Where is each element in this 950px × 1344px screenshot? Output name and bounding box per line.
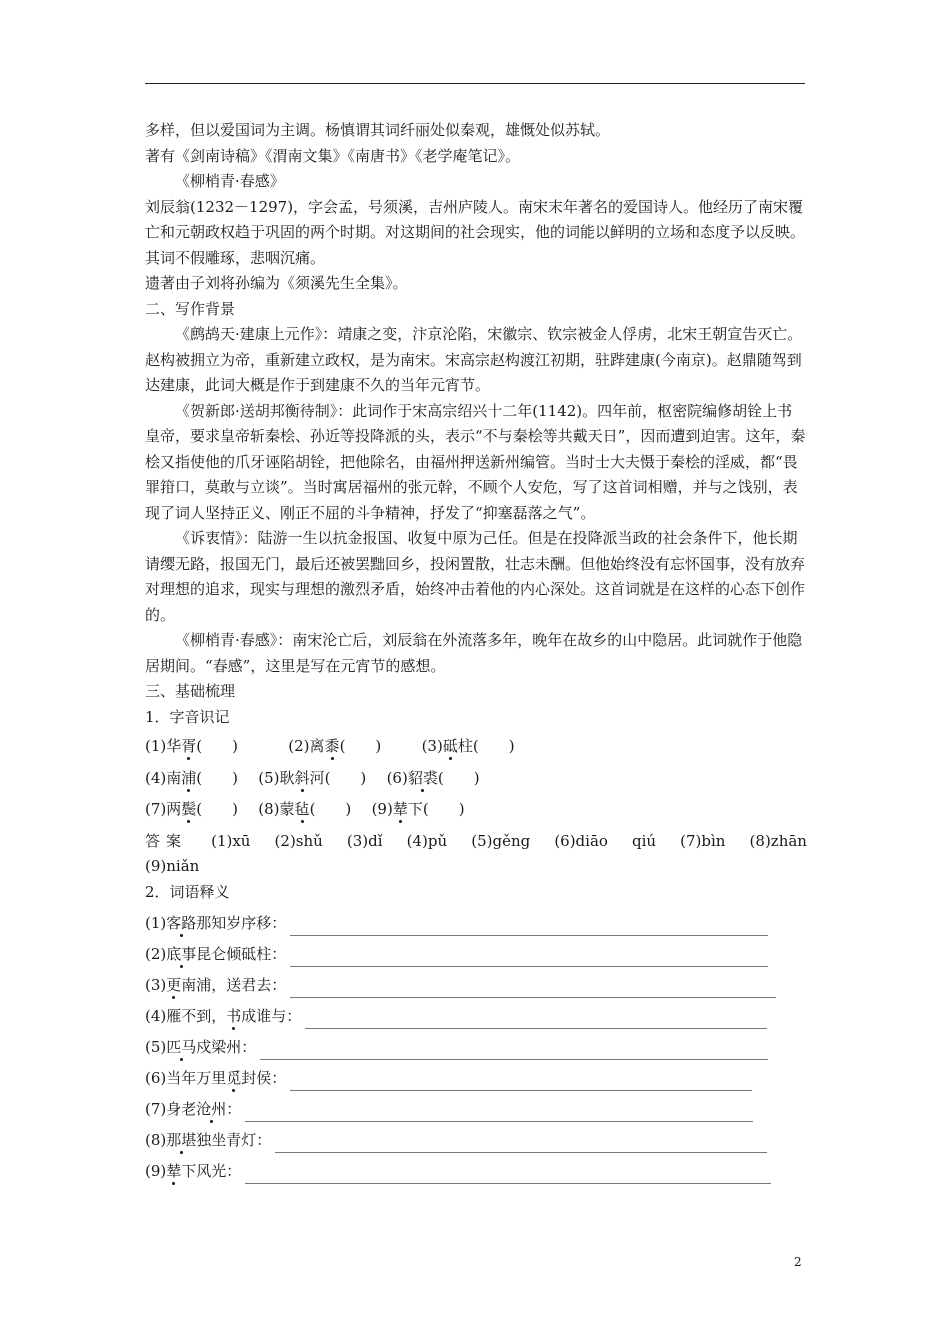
emphasis-text: 胥	[181, 737, 197, 755]
answer-line[interactable]	[245, 1169, 771, 1184]
answer-item: (2)shǔ	[274, 831, 323, 850]
pronunciation-item: (4)南浦( )	[145, 766, 240, 792]
background-paragraph: 《贺新郎·送胡邦衡待制》：此词作于宋高宗绍兴十二年(1142)。四年前，枢密院编修胡铨上书皇帝，要求皇帝斩秦桧、孙近等投降派的头，表示“不与秦桧等共戴天日”，因而遭到迫害。这年，秦桧又指使他的爪牙诬陷胡铨，把他除名，由福州押送新州编管。当时士大夫慑于秦桧的淫威，都“畏罪箝口，莫敢与立谈”。当时寓居福州的张元幹，不顾个人安危，写了这首词相赠，并与之饯别，表现了词人坚持正义、刚正不屈的斗争精神，抒发了“抑塞磊落之气”。	[145, 401, 806, 522]
answer-blank[interactable]: ( )	[196, 768, 238, 787]
answer-item: (6)diāo	[554, 831, 608, 850]
answer-line[interactable]	[290, 952, 768, 967]
emphasis-text: 底事	[166, 944, 197, 963]
answer-blank[interactable]: ( )	[437, 768, 480, 787]
emphasis-text: 斜	[294, 768, 310, 787]
answer-line[interactable]	[245, 1107, 753, 1122]
pronunciation-item: (3)砥柱( )	[422, 734, 517, 760]
answer-line[interactable]	[305, 1014, 767, 1029]
intro-line: 多样，但以爱国词为主调。杨慎谓其词纤丽处似秦观，雄慨处似苏轼。	[145, 121, 611, 139]
background-paragraph: 《鹧鸪天·建康上元作》：靖康之变，汴京沦陷，宋徽宗、钦宗被金人俘虏，北宋王朝宣告灭亡。赵构被拥立为帝，重新建立政权，是为南宋。宋高宗赵构渡江初期，驻跸建康(今南京)。赵鼎随驾到达建康，此词大概是作于到建康不久的当年元宵节。	[145, 325, 803, 394]
emphasis-text: 鬓	[181, 800, 197, 818]
background-paragraph: 《柳梢青·春感》：南宋沦亡后，刘辰翁在外流落多年，晚年在故乡的山中隐居。此词就作于他隐居期间。“春感”，这里是写在元宵节的感想。	[145, 631, 803, 675]
emphasis-text: 那堪	[166, 1130, 197, 1149]
answer-line[interactable]	[290, 1076, 752, 1091]
subsection-title-pronunciation: 1．字音识记	[145, 707, 230, 726]
vocab-item: (9)辇下风光：	[145, 1153, 807, 1184]
emphasis-text: 客路	[166, 913, 197, 932]
pronunciation-row	[145, 797, 807, 823]
background-paragraph: 《诉衷情》：陆游一生以抗金报国、收复中原为己任。但是在投降派当政的社会条件下，他长期请缨无路，报国无门，最后还被罢黜回乡，投闲置散，壮志未酬。但他始终没有忘怀国事，没有放弃对理想的追求，现实与理想的激烈矛盾，始终冲击着他的内心深处。这首词就是在这样的心态下创作的。	[145, 529, 806, 624]
answer-blank[interactable]: ( )	[339, 737, 382, 755]
vocab-item: (1)客路那知岁序移：	[145, 905, 807, 936]
answer-blank[interactable]: ( )	[472, 737, 515, 755]
emphasis-text: 黍	[324, 737, 340, 755]
pronunciation-item: (8)蒙毡( )	[258, 797, 353, 823]
vocab-item: (5)匹马戍梁州：	[145, 1029, 807, 1060]
emphasis-text: 浦	[181, 768, 197, 787]
answer-line[interactable]	[260, 1045, 768, 1060]
section-title-background: 二、写作背景	[145, 299, 236, 318]
answer-key	[145, 829, 807, 855]
answer-label: 答案	[145, 831, 188, 850]
header-rule	[145, 83, 805, 84]
answer-blank[interactable]: ( )	[309, 800, 352, 818]
emphasis-text: 更	[166, 975, 182, 994]
answer-blank[interactable]: ( )	[324, 768, 367, 787]
answer-item: (5)gěng	[471, 831, 531, 850]
pronunciation-row	[145, 734, 807, 760]
emphasis-text: 貂裘	[407, 768, 438, 787]
author-bio: 刘辰翁(1232－1297)，字会孟，号须溪，吉州庐陵人。南宋末年著名的爱国诗人。他经历了南宋覆亡和元朝政权趋于巩固的两个时期。对这期间的社会现实，他的词能以鲜明的立场和态度予以反映。其词不假雕琢，悲咽沉痛。	[145, 197, 806, 267]
pronunciation-row	[145, 766, 807, 792]
emphasis-text: 匹马	[166, 1037, 197, 1056]
author-heading: 《柳梢青·春感》	[175, 172, 285, 190]
vocab-item: (3)更南浦，送君去：	[145, 967, 807, 998]
answer-blank[interactable]: ( )	[196, 737, 238, 755]
emphasis-text: 觅	[226, 1068, 242, 1087]
page-content	[145, 118, 807, 1184]
section-title-basics: 三、基础梳理	[145, 682, 236, 700]
answer-item: (4)pǔ	[406, 831, 448, 850]
subsection-title-vocabulary: 2．词语释义	[145, 882, 230, 901]
pronunciation-item: (5)耿斜河( )	[258, 766, 368, 792]
page-number: 2	[794, 1255, 802, 1269]
answer-item: (9)niǎn	[145, 857, 200, 875]
emphasis-text: 辇	[166, 1161, 182, 1180]
emphasis-text: 砥	[442, 737, 458, 755]
answer-line[interactable]	[275, 1138, 767, 1153]
pronunciation-item: (9)辇下( )	[372, 797, 467, 823]
answer-item: (8)zhān	[749, 831, 807, 850]
intro-line: 著有《剑南诗稿》《渭南文集》《南唐书》《老学庵笔记》。	[145, 146, 521, 165]
answer-item: (3)dǐ	[346, 831, 383, 850]
answer-line[interactable]	[290, 983, 776, 998]
emphasis-text: 辇	[392, 800, 408, 818]
emphasis-text: 沧州	[196, 1099, 227, 1118]
author-works: 遗著由子刘将孙编为《须溪先生全集》。	[145, 274, 408, 292]
answer-blank[interactable]: ( )	[422, 800, 465, 818]
answer-item: qiú	[632, 831, 657, 850]
vocab-item: (2)底事昆仑倾砥柱：	[145, 936, 807, 967]
emphasis-text: 毡	[294, 800, 310, 818]
pronunciation-item: (2)离黍( )	[288, 734, 383, 760]
pronunciation-item: (6)貂裘( )	[387, 766, 482, 792]
answer-line[interactable]	[290, 921, 768, 936]
pronunciation-item: (7)两鬓( )	[145, 797, 240, 823]
vocab-item: (8)那堪独坐青灯：	[145, 1122, 807, 1153]
emphasis-text: 书	[226, 1006, 242, 1025]
answer-blank[interactable]: ( )	[196, 800, 238, 818]
pronunciation-item: (1)华胥( )	[145, 734, 240, 760]
vocab-item: (4)雁不到，书成谁与：	[145, 998, 807, 1029]
answer-item: (1)xū	[211, 831, 251, 850]
answer-item: (7)bìn	[680, 831, 726, 850]
vocab-item: (6)当年万里觅封侯：	[145, 1060, 807, 1091]
vocab-item: (7)身老沧州：	[145, 1091, 807, 1122]
